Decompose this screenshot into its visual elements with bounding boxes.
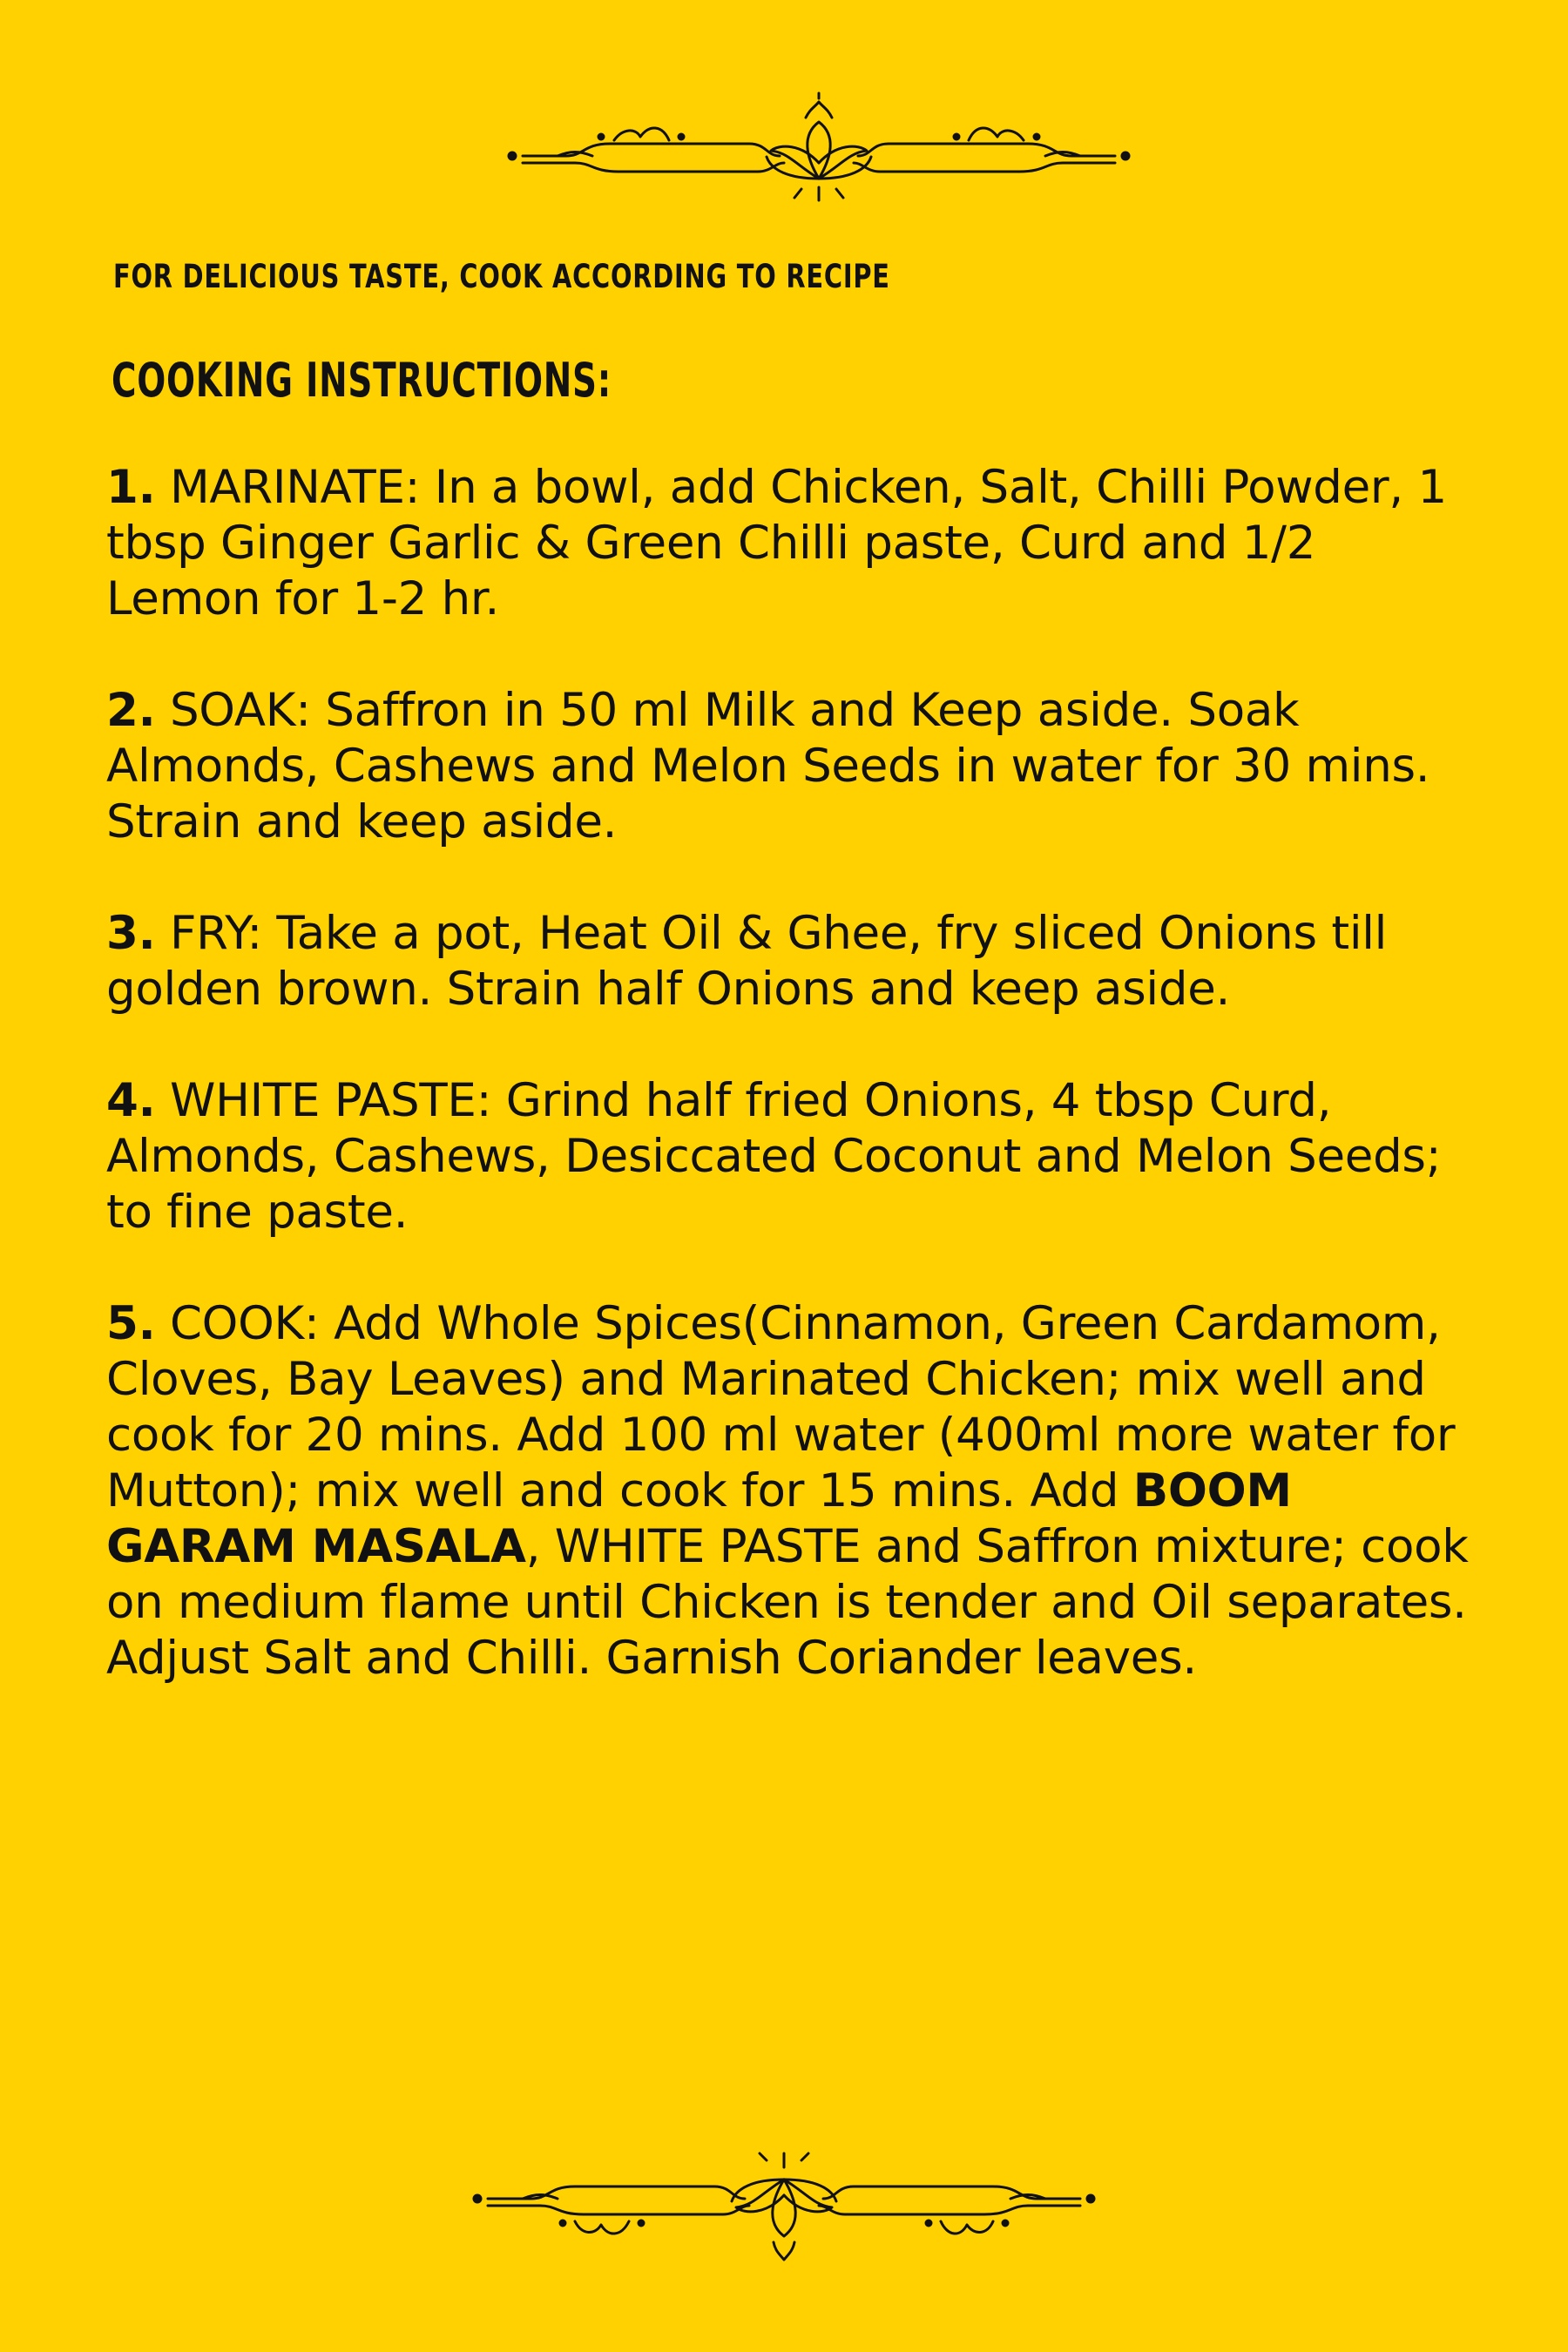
step-text: WHITE PASTE: Grind half fried Onions, 4 tbsp Curd, Almonds, Cashews, Desiccated Coconut and Melon Seeds; to fine paste. — [106, 1074, 1442, 1239]
step-5 — [106, 1296, 1483, 1686]
step-2 — [106, 683, 1483, 850]
step-number: 2. — [106, 684, 156, 737]
instructions-list — [106, 460, 1483, 1742]
step-text: COOK: Add Whole Spices(Cinnamon, Green Cardamom, Cloves, Bay Leaves) and Marinated Chicken; mix well and cook for 20 mins. Add 100 ml water (400ml more water for Mutton); mix well and cook for 15 mins. Add — [106, 1297, 1456, 1517]
brand-name: BOOM GARAM MASALA — [106, 1464, 1292, 1573]
step-3 — [106, 906, 1483, 1017]
step-text: FRY: Take a pot, Heat Oil & Ghee, fry sliced Onions till golden brown. Strain half Onions and keep aside. — [106, 907, 1388, 1016]
step-text: , WHITE PASTE and Saffron mixture; cook on medium flame until Chicken is tender and Oil separates. Adjust Salt and Chilli. Garnish Coriander leaves. — [106, 1520, 1469, 1685]
step-number: 3. — [106, 907, 156, 960]
step-text: MARINATE: In a bowl, add Chicken, Salt, Chilli Powder, 1 tbsp Ginger Garlic & Green Chilli paste, Curd and 1/2 Lemon for 1-2 hr. — [106, 461, 1447, 625]
step-number: 4. — [106, 1074, 156, 1127]
decorative-divider-bottom — [0, 2152, 1568, 2291]
step-number: 5. — [106, 1297, 156, 1350]
step-4 — [106, 1073, 1483, 1240]
tagline: FOR DELICIOUS TASTE, COOK ACCORDING TO RECIPE — [113, 258, 890, 295]
decorative-divider-top — [0, 83, 1568, 222]
page-title: COOKING INSTRUCTIONS: — [112, 353, 612, 408]
step-1 — [106, 460, 1483, 627]
step-text: SOAK: Saffron in 50 ml Milk and Keep aside. Soak Almonds, Cashews and Melon Seeds in water for 30 mins. Strain and keep aside. — [106, 684, 1430, 848]
step-number: 1. — [106, 461, 156, 514]
